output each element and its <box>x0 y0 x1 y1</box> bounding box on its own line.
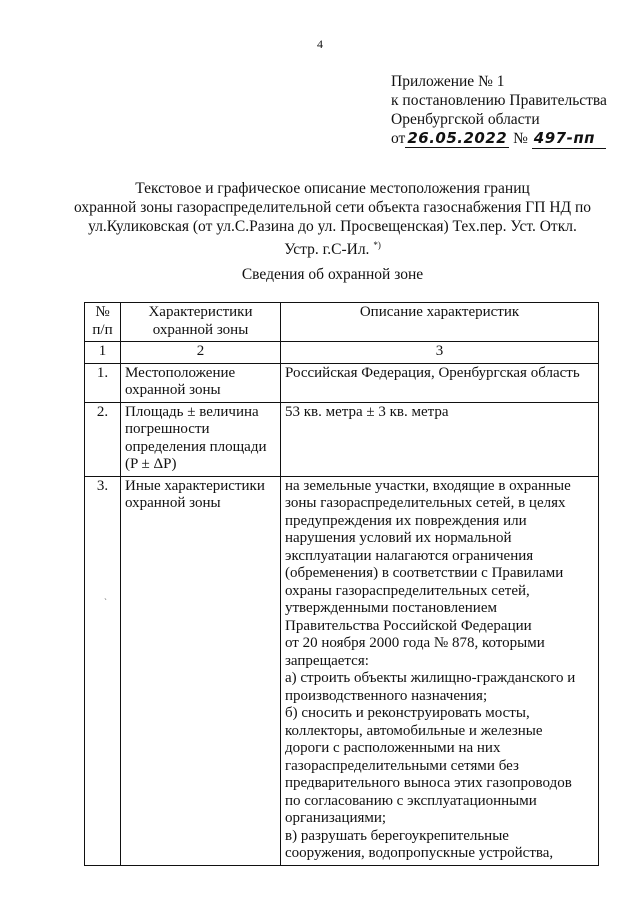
description-line: дороги с расположенными на них <box>285 740 501 756</box>
zone-table <box>84 302 599 866</box>
description-line: зоны газораспределительных сетей, в целях <box>285 495 566 511</box>
numbering-cell: 1 <box>85 342 121 364</box>
title-line-2: охранной зоны газораспределительной сети объекта газоснабжения ГП НД по <box>73 199 592 216</box>
description-line: предварительного выноса этих газопроводов <box>285 775 572 791</box>
handwritten-number: 497-пп <box>532 129 606 149</box>
page-number: 4 <box>317 37 323 51</box>
header-characteristics <box>121 303 281 342</box>
row-description <box>281 476 599 865</box>
description-line: по согласованию с эксплуатационными <box>285 792 537 809</box>
description-line: запрещается: <box>285 652 369 669</box>
title-line-1: Текстовое и графическое описание местоположения границ <box>135 180 530 197</box>
description-line: Российская Федерация, Оренбургская область <box>285 364 580 381</box>
title-line-4-text: Устр. г.С-Ил. <box>284 241 370 259</box>
row-characteristic <box>121 402 281 476</box>
description-line: газораспределительными сетями без <box>285 757 519 774</box>
description-line: производственного назначения; <box>285 687 488 704</box>
footnote-mark: *) <box>373 240 381 250</box>
characteristic-line: (P ± ΔP) <box>125 456 177 472</box>
annex-title: Приложение № 1 <box>391 73 505 90</box>
annex-block <box>391 72 631 149</box>
characteristic-line: определения площади <box>125 438 267 455</box>
annex-decree-line: к постановлению Правительства <box>391 92 607 109</box>
table-numbering-row <box>85 342 599 364</box>
description-line: эксплуатации налагаются ограничения <box>285 547 534 564</box>
description-line: от 20 ноября 2000 года № 878, которыми <box>285 635 545 651</box>
scan-mark: ` <box>104 597 107 607</box>
row-description <box>281 363 599 402</box>
numbering-cell: 3 <box>281 342 599 364</box>
characteristic-line: Иные характеристики <box>125 477 265 494</box>
characteristic-line: охранной зоны <box>125 382 221 398</box>
description-line: сооружения, водопропускные устройства, <box>285 845 554 861</box>
description-line: (обременения) в соответствии с Правилами <box>285 565 564 581</box>
characteristic-line: Площадь ± величина <box>125 403 259 420</box>
numbering-cell: 2 <box>121 342 281 364</box>
header-description: Описание характеристик <box>281 303 599 342</box>
row-description <box>281 402 599 476</box>
annex-date-line <box>391 129 631 149</box>
description-line: на земельные участки, входящие в охранные <box>285 477 571 494</box>
description-line: предупреждения их повреждения или <box>285 512 527 529</box>
characteristic-line: Местоположение <box>125 364 236 381</box>
table-row <box>85 402 599 476</box>
description-line: утвержденными постановлением <box>285 600 497 616</box>
row-number: 1. <box>85 363 121 402</box>
characteristic-line: погрешности <box>125 421 210 437</box>
handwritten-date: 26.05.2022 <box>407 129 508 147</box>
description-line: нарушения условий их нормальной <box>285 530 512 546</box>
row-characteristic <box>121 476 281 865</box>
table-row <box>85 363 599 402</box>
section-title: Сведения об охранной зоне <box>241 266 424 283</box>
header-num <box>85 303 121 342</box>
description-line: коллекторы, автомобильные и железные <box>285 722 543 739</box>
title-line-3: ул.Куликовская (от ул.С.Разина до ул. Просвещенская) Тех.пер. Уст. Откл. <box>88 218 577 235</box>
row-number: 3. <box>85 476 121 865</box>
description-line: 53 кв. метра ± 3 кв. метра <box>285 403 449 420</box>
table-row <box>85 476 599 865</box>
annex-region-line: Оренбургской области <box>391 111 540 128</box>
description-line: в) разрушать берегоукрепительные <box>285 827 509 844</box>
row-characteristic <box>121 363 281 402</box>
description-line: организациями; <box>285 810 387 826</box>
description-line: охраны газораспределительных сетей, <box>285 582 530 599</box>
description-line: Правительства Российской Федерации <box>285 617 532 634</box>
header-num-line-2: п/п <box>92 321 113 338</box>
description-line: а) строить объекты жилищно-гражданского и <box>285 670 576 686</box>
number-sign: № <box>513 130 528 147</box>
title-line-4 <box>60 236 605 259</box>
row-number: 2. <box>85 402 121 476</box>
date-prefix: от <box>391 130 406 147</box>
characteristic-line: охранной зоны <box>125 495 221 511</box>
header-num-line-1: № <box>95 304 110 320</box>
table-header-row <box>85 303 599 342</box>
document-title <box>60 179 605 259</box>
header-char-line-2: охранной зоны <box>152 321 249 338</box>
description-line: б) сносить и реконструировать мосты, <box>285 705 530 721</box>
header-char-line-1: Характеристики <box>148 304 253 320</box>
